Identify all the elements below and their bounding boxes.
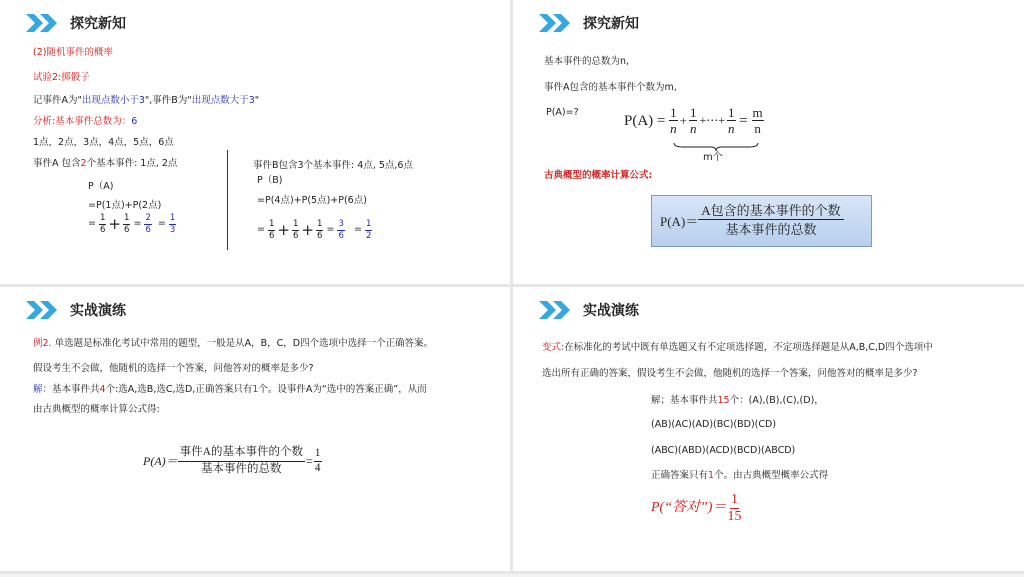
- result-formula: P(A)＝ $\frac{\text{事件A的基本事件的个数}}{\text{基本事件的总数}}$ = $\frac{1}{4}$: [143, 446, 321, 475]
- brace-icon: [673, 142, 759, 152]
- num: 3: [338, 219, 344, 229]
- fraction-result: [365, 220, 372, 240]
- num: m: [752, 105, 763, 120]
- num: 1: [365, 219, 372, 229]
- divider-line: [227, 150, 228, 250]
- num: 事件A的基本事件的个数: [178, 447, 305, 462]
- result-formula: [651, 493, 742, 524]
- example-line: [33, 338, 433, 349]
- solution-line: [651, 395, 824, 406]
- slide-title: 探究新知: [70, 16, 126, 32]
- eq-sign: =: [353, 224, 362, 236]
- fraction: [316, 220, 323, 240]
- solution-line: [33, 384, 427, 395]
- fraction: [123, 214, 130, 234]
- eq-sign: =: [88, 218, 96, 230]
- den: n: [728, 121, 735, 136]
- den: 6: [269, 230, 275, 241]
- sol-one: 1: [252, 384, 259, 395]
- triples-line: (ABC)(ABD)(ACD)(BCD)(ABCD): [651, 445, 796, 456]
- pa-label: P（A): [88, 181, 114, 192]
- pb-label: P（B): [257, 175, 283, 186]
- pb-fraction-sum: [257, 220, 372, 240]
- sol-pre: 解；基本事件共: [651, 395, 718, 406]
- den: n: [754, 121, 761, 136]
- den: 4: [314, 461, 321, 474]
- analysis-text: 基本事件总数为：: [55, 116, 132, 127]
- fraction: [178, 447, 305, 475]
- den: 15: [727, 509, 742, 524]
- solution-label: 解：: [33, 384, 53, 395]
- sol-count: 4: [99, 384, 106, 395]
- correct-post: 个。由古典概型概率公式得: [714, 470, 829, 481]
- den: 6: [293, 230, 299, 241]
- correct-one: 1: [708, 470, 715, 481]
- fraction-sum: [337, 220, 344, 240]
- den: 2: [365, 230, 372, 241]
- fraction: [268, 220, 275, 240]
- event-b-line: 事件B包含3个基本事件: 4点, 5点,6点: [253, 160, 413, 171]
- num: 1: [689, 105, 697, 120]
- variant-line: [542, 342, 933, 353]
- num: 1: [293, 219, 299, 229]
- den: 6: [124, 224, 130, 235]
- num: 1: [314, 448, 322, 462]
- classic-formula-label: 古典概型的概率计算公式:: [544, 170, 653, 181]
- num: 1: [317, 219, 323, 229]
- pb-expand: =P(4点)+P(5点)+P(6点): [257, 195, 367, 206]
- eq-sign: =: [157, 218, 166, 230]
- fraction-result: [726, 493, 742, 524]
- event-a: 出现点数小于3: [81, 95, 145, 106]
- sol-pre: 基本事件共: [52, 384, 100, 395]
- num: 1: [169, 213, 176, 223]
- chevron-arrows-icon: [26, 301, 60, 319]
- eq-sign: =: [326, 224, 335, 236]
- fraction-sum: [144, 214, 151, 234]
- fraction-result: [752, 106, 764, 135]
- den: 3: [169, 224, 176, 235]
- num: A包含的基本事件的个数: [698, 204, 843, 220]
- fraction-result: [169, 214, 176, 234]
- chevron-arrows-icon: [539, 301, 573, 319]
- count-line: 事件A包含的基本事件个数为m,: [544, 82, 677, 93]
- box-p: P(A)＝: [660, 213, 699, 229]
- chevron-arrows-icon: [26, 14, 60, 32]
- subtitle-text: (2)随机事件的概率: [33, 47, 113, 58]
- den: 6: [317, 230, 323, 241]
- variant-label: 变式:: [542, 342, 565, 353]
- event-definition: [33, 95, 259, 106]
- correct-line: [651, 470, 828, 481]
- total-count: 6: [131, 116, 138, 127]
- example-text: 单选题是标准化考试中常用的题型，一般是从A，B，C，D四个选项中选择一个正确答案。: [54, 338, 434, 349]
- sum-formula: P(A) = $\frac{1}{n}$ + $\frac{1}{n}$ +⋯+ $\frac{1}{n}$ = $\frac{m}{n}$: [624, 105, 763, 136]
- formula-box: [651, 195, 872, 247]
- event-mid: ",事件B为": [144, 95, 192, 106]
- den: 6: [145, 224, 151, 235]
- a-count: 2: [80, 158, 87, 169]
- slide-title: 实战演练: [70, 303, 126, 319]
- slide-header: [539, 300, 639, 320]
- event-b: 出现点数大于3: [191, 95, 255, 106]
- a-post: 个基本事件: 1点, 2点: [86, 158, 178, 169]
- plus-sign: +: [301, 221, 314, 239]
- num: 1: [100, 213, 106, 223]
- box-fraction: [698, 204, 843, 236]
- experiment-label: 试验2:掷骰子: [33, 72, 90, 83]
- event-post: ": [254, 95, 260, 106]
- fraction: [99, 214, 106, 234]
- pa-expand: =P(1点)+P(2点): [88, 200, 162, 211]
- fraction: [669, 106, 678, 135]
- eq-sign: =: [133, 218, 142, 230]
- fraction: [292, 220, 299, 240]
- slide-header: [26, 13, 126, 33]
- formula-p: P(“答对”)＝: [651, 500, 727, 516]
- den: n: [689, 121, 697, 136]
- variant-line-2: 选出所有正确的答案，假设考生不会做，他随机的选择一个答案，问他答对的概率是多少?: [542, 368, 918, 379]
- num: 1: [670, 105, 677, 120]
- brace-label: m个: [703, 152, 723, 163]
- den: 6: [338, 230, 344, 241]
- ellipsis: +⋯+: [699, 113, 726, 128]
- num: 1: [269, 219, 275, 229]
- fraction: [727, 106, 736, 135]
- box-formula: [660, 204, 844, 236]
- sol-count: 15: [717, 395, 730, 406]
- den: 基本事件的总数: [201, 462, 282, 475]
- pairs-line: (AB)(AC)(AD)(BC)(BD)(CD): [651, 419, 777, 430]
- eq-sign: =: [257, 224, 265, 236]
- example-label: 例2.: [33, 338, 52, 349]
- solution-line-2: 由古典概型的概率计算公式得:: [33, 404, 160, 415]
- slide-title: 探究新知: [583, 16, 639, 32]
- chevron-arrows-icon: [539, 14, 573, 32]
- num: 1: [730, 492, 738, 507]
- subtitle: [33, 47, 113, 58]
- analysis-label: 分析:: [33, 116, 56, 127]
- plus-sign: +: [108, 215, 121, 233]
- event-pre: 记事件A为": [33, 95, 82, 106]
- num: 2: [145, 213, 151, 223]
- slide-2: [513, 0, 1024, 284]
- slide-4: [513, 287, 1024, 571]
- slide-header: [539, 13, 639, 33]
- den: 6: [100, 224, 106, 235]
- slide-3: [0, 287, 510, 571]
- sol-mid: 个:选A,选B,选C,选D,正确答案只有: [105, 384, 253, 395]
- num: 1: [728, 105, 735, 120]
- slide-1: [0, 0, 510, 284]
- den: n: [670, 121, 677, 136]
- total-line: 基本事件的总数为n,: [544, 56, 630, 67]
- slide-title: 实战演练: [583, 303, 639, 319]
- sol-post: 个：(A),(B),(C),(D)，: [729, 395, 824, 406]
- num: 1: [124, 213, 130, 223]
- fraction: [689, 106, 698, 135]
- outcomes-list: 1点，2点，3点，4点，5点，6点: [33, 137, 174, 148]
- a-pre: 事件A 包含: [33, 158, 81, 169]
- variant-text: 在标准化的考试中既有单选题又有不定项选择题，不定项选择题是从A,B,C,D四个选项中: [564, 342, 933, 353]
- plus-sign: +: [277, 221, 290, 239]
- formula-p: P(A): [624, 112, 654, 129]
- analysis-line: [33, 116, 137, 127]
- den: 基本事件的总数: [725, 222, 817, 237]
- correct-pre: 正确答案只有: [651, 470, 709, 481]
- pa-fraction-sum: [88, 214, 176, 234]
- sol-post: 个。设事件A为“选中的答案正确”，从而: [258, 384, 427, 395]
- event-a-line: [33, 158, 177, 169]
- formula-p: P(A)＝: [143, 453, 178, 468]
- fraction-result: [314, 448, 322, 474]
- slide-header: [26, 300, 126, 320]
- example-line-2: 假设考生不会做，他随机的选择一个答案，问他答对的概率是多少?: [33, 363, 314, 374]
- pa-question: P(A)=?: [546, 107, 579, 118]
